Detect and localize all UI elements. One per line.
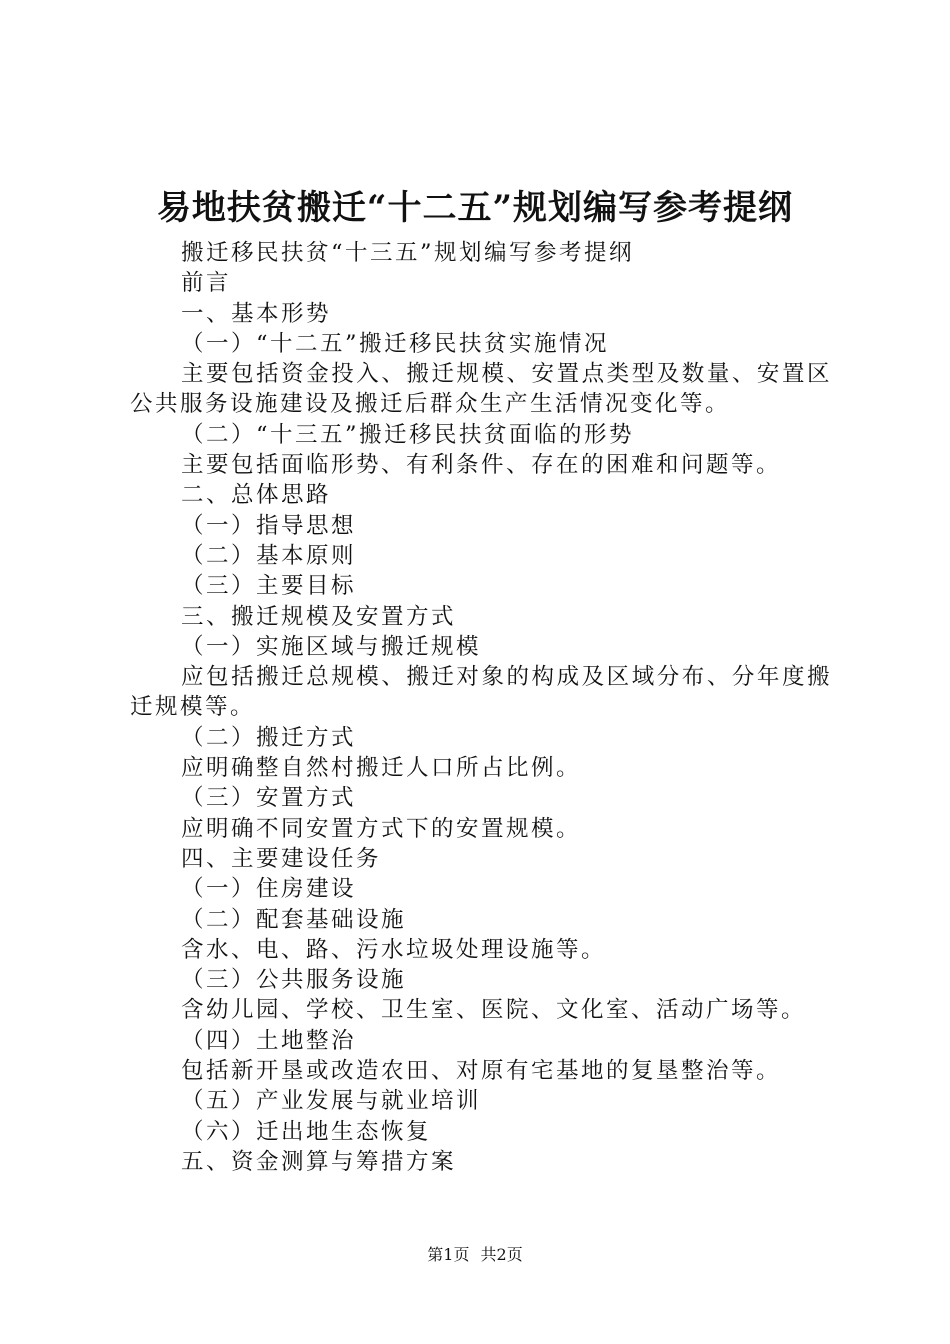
subsection-heading: （三）安置方式 <box>181 785 357 812</box>
subsection-heading: （二）“十三五”搬迁移民扶贫面临的形势 <box>181 421 635 448</box>
page-total: 共2页 <box>480 1245 523 1264</box>
paragraph: 包括新开垦或改造农田、对原有宅基地的复垦整治等。 <box>181 1058 782 1085</box>
page-number: 第1页 <box>427 1245 470 1264</box>
paragraph: 含幼儿园、学校、卫生室、医院、文化室、活动广场等。 <box>181 997 807 1024</box>
subsection-heading: （一）实施区域与搬迁规模 <box>181 633 482 660</box>
subsection-heading: （二）搬迁方式 <box>181 724 357 751</box>
subsection-heading: （一）指导思想 <box>181 512 357 539</box>
subsection-heading: （六）迁出地生态恢复 <box>181 1118 432 1145</box>
paragraph: 前言 <box>181 270 232 297</box>
subsection-heading: （五）产业发展与就业培训 <box>181 1088 482 1115</box>
subsection-heading: （三）公共服务设施 <box>181 967 407 994</box>
subsection-heading: （二）配套基础设施 <box>181 906 407 933</box>
paragraph: 应明确不同安置方式下的安置规模。 <box>181 815 582 842</box>
section-heading: 一、基本形势 <box>181 300 332 327</box>
subsection-heading: （一）住房建设 <box>181 876 357 903</box>
document-title: 易地扶贫搬迁“十二五”规划编写参考提纲 <box>156 188 794 228</box>
paragraph: 应明确整自然村搬迁人口所占比例。 <box>181 755 582 782</box>
paragraph: 主要包括资金投入、搬迁规模、安置点类型及数量、安置区公共服务设施建设及搬迁后群众生产生活情况变化等。 <box>130 361 832 418</box>
subsection-heading: （四）土地整治 <box>181 1027 357 1054</box>
section-heading: 五、资金测算与筹措方案 <box>181 1148 457 1175</box>
document-body <box>130 238 832 1177</box>
page-footer <box>0 1244 950 1266</box>
subsection-heading: （二）基本原则 <box>181 542 357 569</box>
section-heading: 四、主要建设任务 <box>181 845 382 872</box>
paragraph: 含水、电、路、污水垃圾处理设施等。 <box>181 936 607 963</box>
paragraph: 应包括搬迁总规模、搬迁对象的构成及区域分布、分年度搬迁规模等。 <box>130 664 832 721</box>
subsection-heading: （一）“十二五”搬迁移民扶贫实施情况 <box>181 330 610 357</box>
section-heading: 二、总体思路 <box>181 482 332 509</box>
paragraph: 搬迁移民扶贫“十三五”规划编写参考提纲 <box>181 240 635 266</box>
paragraph: 主要包括面临形势、有利条件、存在的困难和问题等。 <box>181 452 782 479</box>
section-heading: 三、搬迁规模及安置方式 <box>181 603 457 630</box>
subsection-heading: （三）主要目标 <box>181 573 357 600</box>
